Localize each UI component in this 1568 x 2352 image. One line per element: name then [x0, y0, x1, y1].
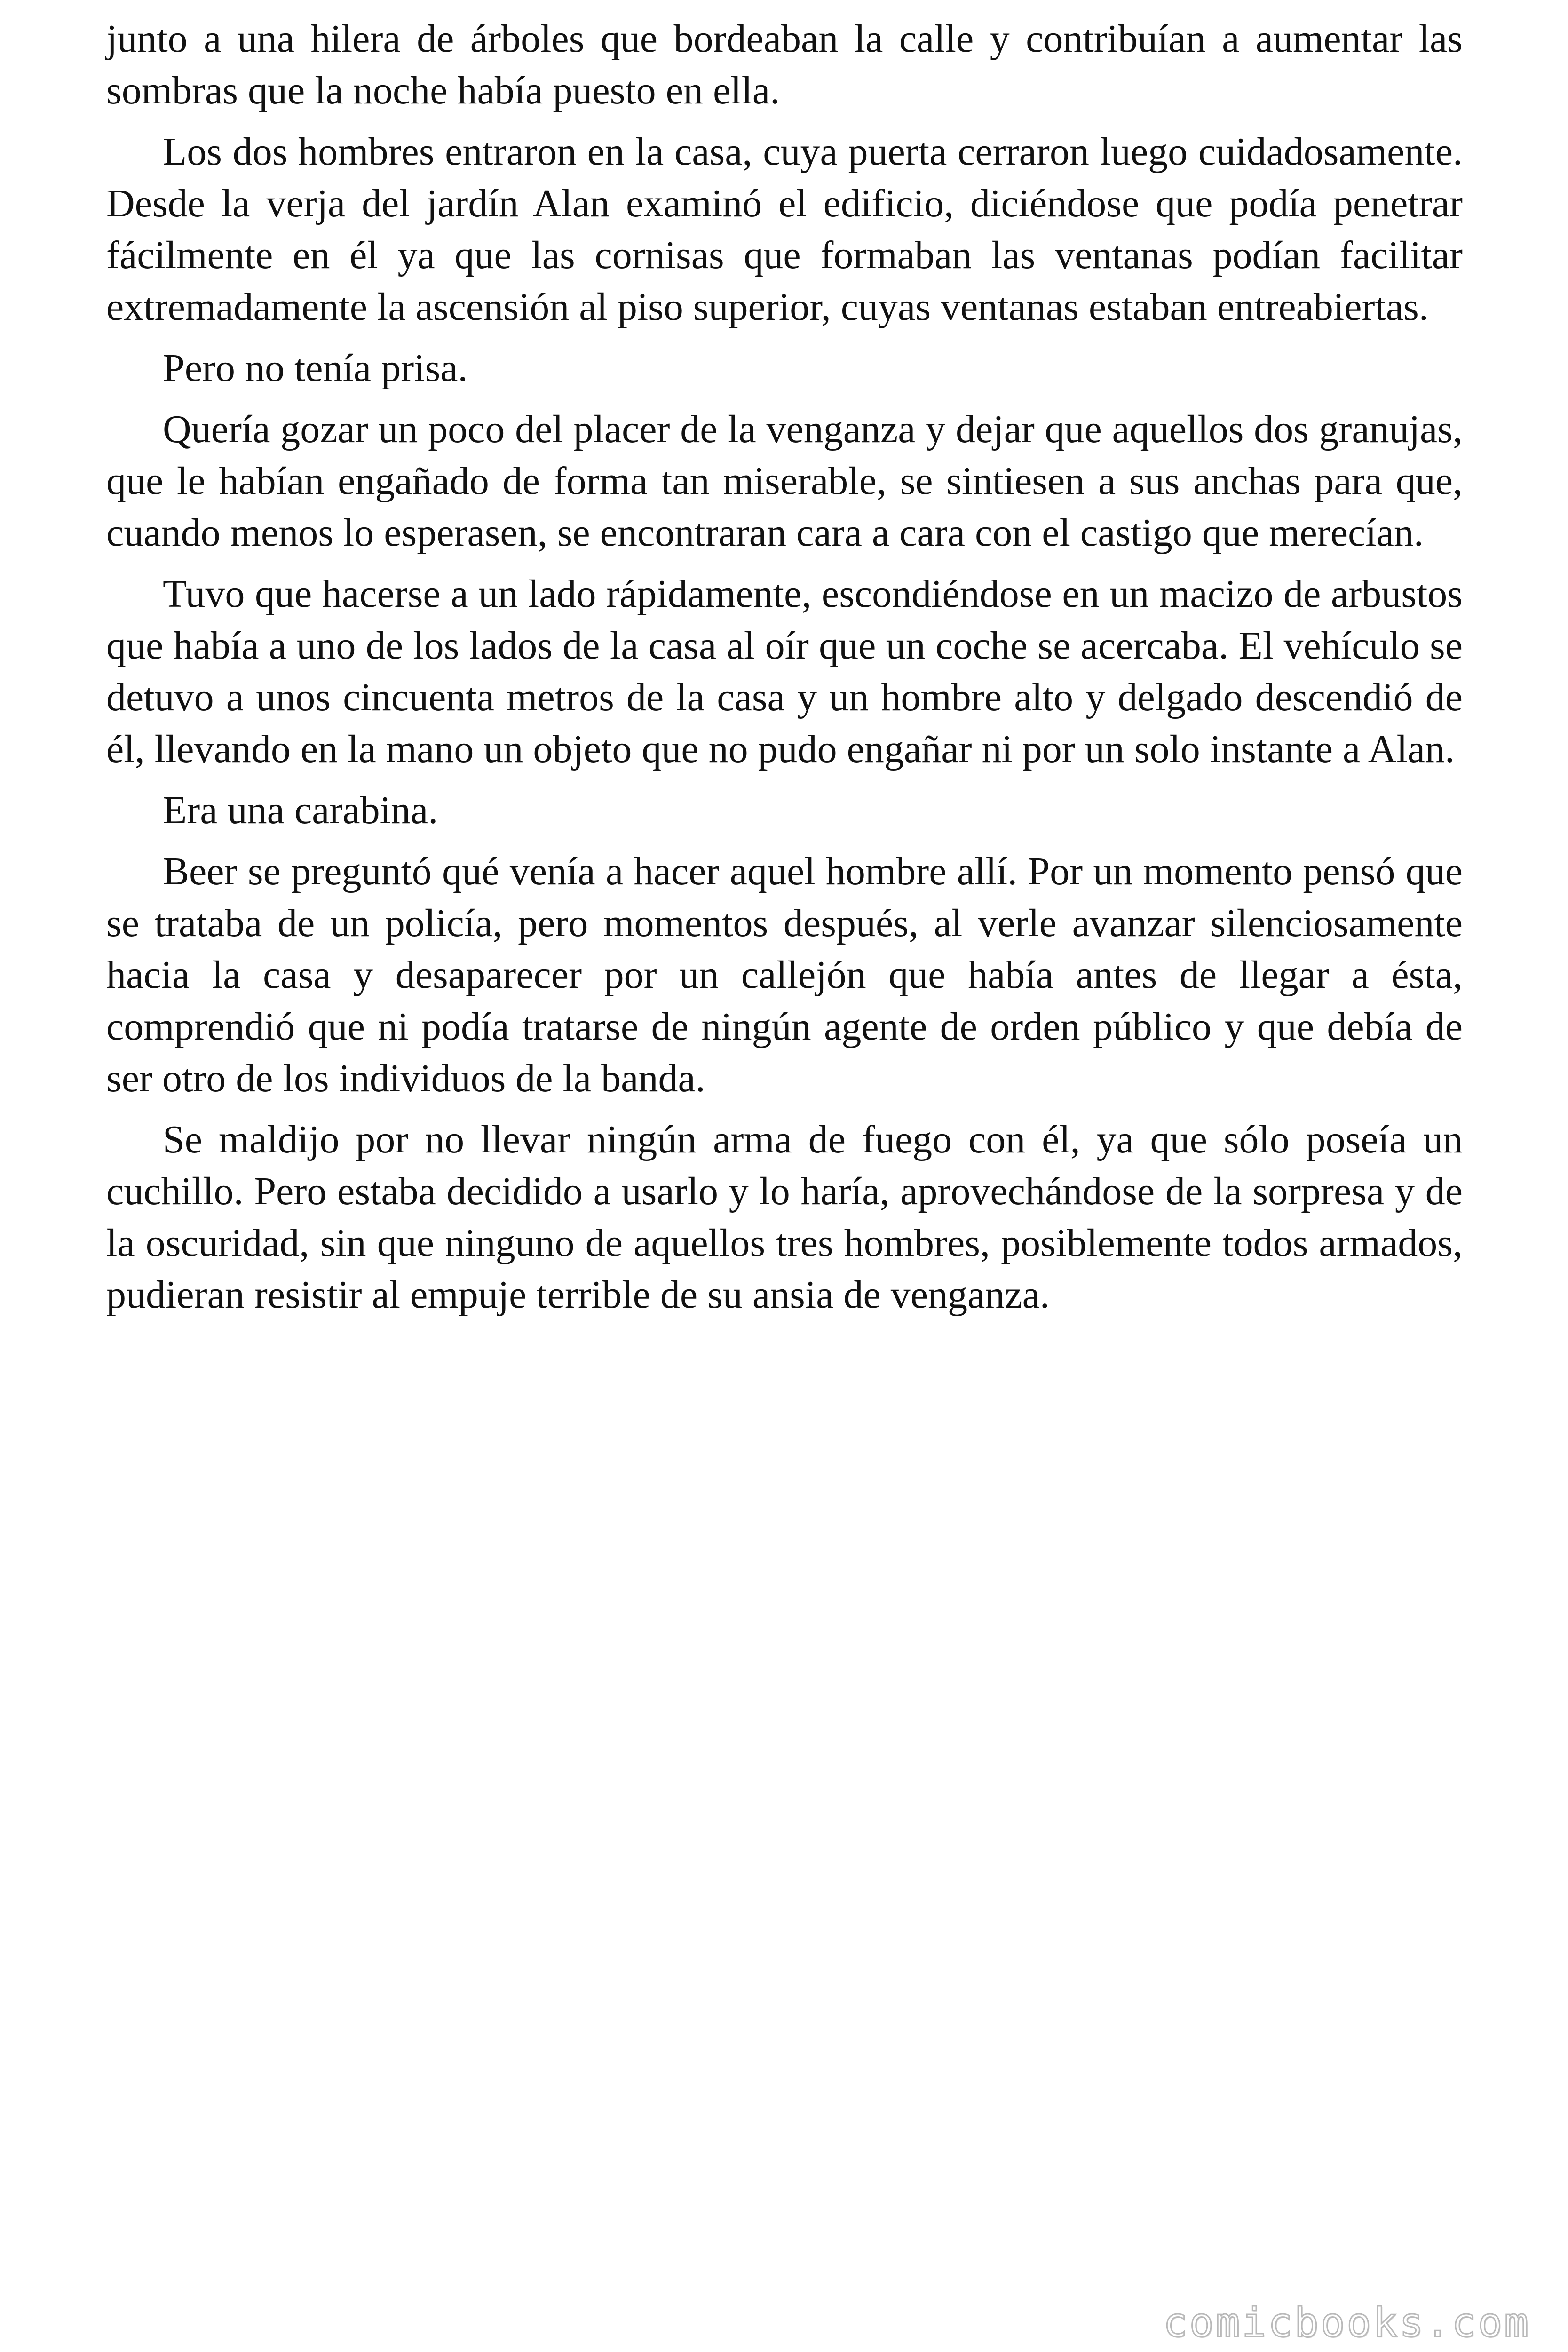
paragraph-4: Quería gozar un poco del placer de la venganza y dejar que aquellos dos granujas, que le habían engañado de forma tan miserable, se sintiesen a sus anchas para que, cuando menos lo esperasen, se encontraran cara a cara con el castigo que merecían.: [106, 407, 1463, 555]
paragraph-3: Pero no tenía prisa.: [163, 346, 468, 390]
paragraph-2: Los dos hombres entraron en la casa, cuya puerta cerraron luego cuidadosamente. Desde la verja del jardín Alan examinó el edificio, diciéndose que podía penetrar fácilmente en él ya que las cornisas que formaban las ventanas podían facilitar extremadamente la ascensión al piso superior, cuyas ventanas estaban entreabiertas.: [106, 130, 1463, 329]
paragraph-6: Era una carabina.: [163, 788, 438, 832]
paragraph-1: junto a una hilera de árboles que bordeaban la calle y contribuían a aumentar las sombras que la noche había puesto en ella.: [106, 17, 1463, 112]
body-text: [106, 13, 1463, 1330]
paragraph-7: Beer se preguntó qué venía a hacer aquel hombre allí. Por un momento pensó que se trataba de un policía, pero momentos después, al verle avanzar silenciosamente hacia la casa y desaparecer por un callejón que había antes de llegar a ésta, comprendió que ni podía tratarse de ningún agente de orden público y que debía de ser otro de los individuos de la banda.: [106, 850, 1463, 1100]
watermark-text: comicbooks.com: [1163, 2299, 1530, 2346]
paragraph-8: Se maldijo por no llevar ningún arma de fuego con él, ya que sólo poseía un cuchillo. Pero estaba decidido a usarlo y lo haría, aprovechándose de la sorpresa y de la oscuridad, sin que ninguno de aquellos tres hombres, posiblemente todos armados, pudieran resistir al empuje terrible de su ansia de venganza.: [106, 1118, 1463, 1317]
paragraph-5: Tuvo que hacerse a un lado rápidamente, escondiéndose en un macizo de arbustos que había a uno de los lados de la casa al oír que un coche se acercaba. El vehículo se detuvo a unos cincuenta metros de la casa y un hombre alto y delgado descendió de él, llevando en la mano un objeto que no pudo engañar ni por un solo instante a Alan.: [106, 572, 1463, 771]
